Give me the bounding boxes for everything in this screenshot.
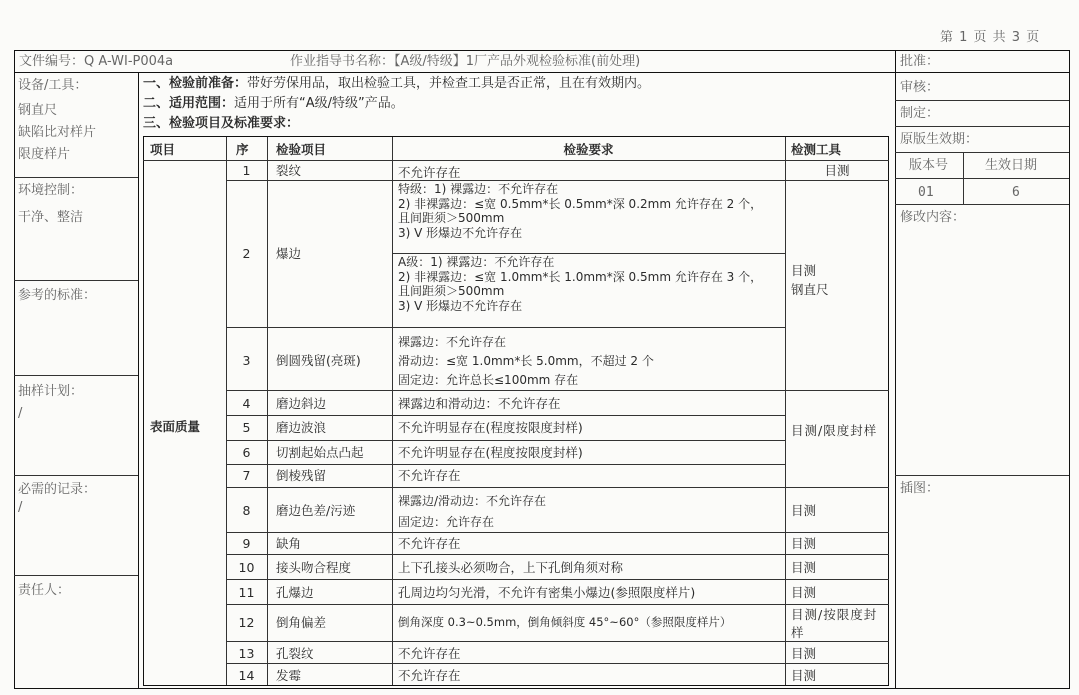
section-2-label: 二、适用范围： xyxy=(143,96,235,111)
item-cell: 爆边 xyxy=(276,246,302,261)
seq-cell: 9 xyxy=(242,536,251,551)
header-requirement: 检验要求 xyxy=(563,142,614,157)
version-value: 01 xyxy=(918,185,934,200)
tool-cell: 目测 xyxy=(791,503,817,518)
requirement-line: 2) 非裸露边：≤宽 0.5mm*长 0.5mm*深 0.2mm 允许存在 2 个， xyxy=(398,196,763,211)
rp-line xyxy=(895,126,1069,127)
requirement-line: 特级：1) 裸露边：不允许存在 xyxy=(398,182,559,196)
table-row-line xyxy=(226,440,785,441)
requirement-cell: 上下孔接头必须吻合，上下孔倒角须对称 xyxy=(398,560,624,575)
header-item: 检验项目 xyxy=(276,142,327,157)
item-cell: 孔裂纹 xyxy=(276,646,314,661)
table-col-line xyxy=(785,136,786,685)
requirement-cell: 不允许存在 xyxy=(398,646,461,661)
tool-cell: 目测 xyxy=(791,560,817,575)
seq-cell: 5 xyxy=(242,420,251,435)
rp-vline xyxy=(963,152,964,204)
table-row-line xyxy=(226,532,889,533)
tool-cell: 目测 xyxy=(824,163,850,178)
requirement-line: 3) V 形爆边不允许存在 xyxy=(398,225,523,240)
page-number: 第 1 页 共 3 页 xyxy=(940,30,1041,45)
table-row-line xyxy=(226,604,889,605)
table-row-line xyxy=(226,464,785,465)
item-cell: 发霉 xyxy=(276,668,302,683)
table-row-line xyxy=(392,253,785,254)
section-3-label: 三、检验项目及标准要求： xyxy=(143,116,300,131)
seq-cell: 10 xyxy=(238,560,255,575)
requirement-cell: 不允许明显存在(程度按限度封样) xyxy=(398,420,583,435)
requirement-line: 2) 非裸露边：≤宽 1.0mm*长 1.0mm*深 0.5mm 允许存在 3 个， xyxy=(398,269,763,284)
table-border-bottom xyxy=(143,685,889,686)
equipment-title: 设备/工具： xyxy=(18,78,88,93)
header-project: 项目 xyxy=(150,142,176,157)
requirement-line: 裸露边：不允许存在 xyxy=(398,335,507,349)
table-row-line xyxy=(143,160,889,161)
environment-value: 干净、整洁 xyxy=(18,210,84,225)
tool-cell: 目测 xyxy=(791,585,817,600)
table-border-right xyxy=(888,136,889,685)
equipment-item: 缺陷比对样片 xyxy=(18,125,97,140)
seq-cell: 14 xyxy=(238,668,255,683)
records-title: 必需的记录： xyxy=(18,482,97,497)
frame-bottom xyxy=(14,688,1070,689)
tool-cell: 目测 xyxy=(791,536,817,551)
requirement-cell: 不允许明显存在(程度按限度封样) xyxy=(398,445,583,460)
responsible-title: 责任人： xyxy=(18,583,71,598)
table-col-line xyxy=(392,136,393,685)
seq-cell: 12 xyxy=(238,615,255,630)
illustration-label: 插图： xyxy=(900,481,940,496)
requirement-cell: 孔周边均匀光滑，不允许有密集小爆边(参照限度样片) xyxy=(398,585,696,600)
item-cell: 裂纹 xyxy=(276,163,302,178)
frame-top xyxy=(14,50,1070,51)
table-row-line xyxy=(226,663,889,664)
requirement-cell xyxy=(398,182,762,240)
item-cell: 倒棱残留 xyxy=(276,468,327,483)
requirement-cell xyxy=(398,255,762,313)
table-row-line xyxy=(226,390,889,391)
item-cell: 接头吻合程度 xyxy=(276,560,352,575)
equipment-item: 钢直尺 xyxy=(18,103,58,118)
requirement-cell: 裸露边和滑动边：不允许存在 xyxy=(398,396,561,411)
requirement-cell: 倒角深度 0.3~0.5mm，倒角倾斜度 45°~60°（参照限度样片） xyxy=(398,615,732,629)
item-cell: 缺角 xyxy=(276,536,302,551)
section-1-text: 带好劳保用品，取出检验工具，并检查工具是否正常，且在有效期内。 xyxy=(247,76,651,91)
reference-title: 参考的标准： xyxy=(18,288,97,303)
item-cell: 磨边色差/污迹 xyxy=(276,503,356,518)
rp-line xyxy=(895,178,1069,179)
table-border-left xyxy=(143,136,144,685)
lp-line xyxy=(14,475,138,476)
table-row-line xyxy=(226,415,785,416)
prepare-label: 制定： xyxy=(900,106,940,121)
requirement-line: 且间距须＞500mm xyxy=(398,284,505,298)
requirement-line: 滑动边：≤宽 1.0mm*长 5.0mm，不超过 2 个 xyxy=(398,354,654,368)
rp-line xyxy=(895,100,1069,101)
requirement-cell: 不允许存在 xyxy=(398,165,461,180)
table-border-top xyxy=(143,136,889,137)
approve-label: 批准： xyxy=(900,54,940,69)
lp-line xyxy=(14,375,138,376)
document-title: 作业指导书名称：【A级/特级】1厂产品外观检验标准(前处理) xyxy=(290,54,641,69)
section-2 xyxy=(143,95,404,112)
date-header: 生效日期 xyxy=(985,158,1038,173)
item-cell: 倒圆残留(亮斑) xyxy=(276,353,361,368)
item-cell: 切割起始点凸起 xyxy=(276,445,364,460)
requirement-line: A级：1) 裸露边：不允许存在 xyxy=(398,255,555,269)
table-col-line xyxy=(267,136,268,685)
item-cell: 磨边斜边 xyxy=(276,396,327,411)
frame-right xyxy=(1069,50,1070,688)
table-row-line xyxy=(226,554,889,555)
requirement-cell: 不允许存在 xyxy=(398,536,461,551)
document-number: 文件编号：Q A-WI-P004a xyxy=(19,54,174,69)
section-1 xyxy=(143,75,650,92)
table-row-line xyxy=(226,487,889,488)
item-cell: 孔爆边 xyxy=(276,585,314,600)
requirement-cell xyxy=(398,333,654,390)
seq-cell: 1 xyxy=(242,163,251,178)
seq-cell: 6 xyxy=(242,445,251,460)
requirement-cell xyxy=(398,491,546,533)
lp-line xyxy=(14,280,138,281)
original-effective-label: 原版生效期： xyxy=(900,132,979,147)
environment-title: 环境控制： xyxy=(18,183,84,198)
right-panel-divider xyxy=(895,50,896,688)
left-panel-divider xyxy=(138,72,139,688)
item-cell: 倒角偏差 xyxy=(276,615,327,630)
requirement-cell: 不允许存在 xyxy=(398,668,461,683)
seq-cell: 8 xyxy=(242,503,251,518)
frame-left xyxy=(14,50,15,688)
version-header: 版本号 xyxy=(909,158,949,173)
tool-cell: 目测/按限度封样 xyxy=(791,607,878,640)
rp-line xyxy=(895,204,1069,205)
revision-label: 修改内容： xyxy=(900,210,966,225)
equipment-item: 限度样片 xyxy=(18,147,71,162)
rp-line xyxy=(895,475,1069,476)
lp-line xyxy=(14,575,138,576)
header-tool: 检测工具 xyxy=(791,142,842,157)
section-2-text: 适用于所有“A级/特级”产品。 xyxy=(234,96,404,111)
requirement-line: 固定边：允许总长≤100mm 存在 xyxy=(398,373,579,387)
requirement-line: 且间距须＞500mm xyxy=(398,211,505,225)
sampling-title: 抽样计划： xyxy=(18,384,84,399)
group-label: 表面质量 xyxy=(150,419,201,434)
rp-line xyxy=(895,152,1069,153)
header-seq: 序 xyxy=(236,142,249,157)
requirement-line: 3) V 形爆边不允许存在 xyxy=(398,298,523,313)
table-row-line xyxy=(226,180,889,181)
seq-cell: 13 xyxy=(238,646,255,661)
sampling-value: / xyxy=(18,406,23,421)
seq-cell: 4 xyxy=(242,396,251,411)
table-row-line xyxy=(226,327,785,328)
header-bottom-line xyxy=(14,72,1070,73)
review-label: 审核： xyxy=(900,80,940,95)
date-value: 6 xyxy=(1012,185,1020,200)
seq-cell: 11 xyxy=(238,585,255,600)
tool-cell: 目测 xyxy=(791,646,817,661)
seq-cell: 3 xyxy=(242,353,251,368)
requirement-line: 裸露边/滑动边：不允许存在 xyxy=(398,494,547,508)
tool-cell: 目测 钢直尺 xyxy=(791,263,829,297)
records-value: / xyxy=(18,500,23,515)
lp-line xyxy=(14,177,138,178)
seq-cell: 7 xyxy=(242,468,251,483)
tool-cell: 目测 xyxy=(791,668,817,683)
item-cell: 磨边波浪 xyxy=(276,420,327,435)
table-row-line xyxy=(226,579,889,580)
table-row-line xyxy=(226,641,889,642)
seq-cell: 2 xyxy=(242,246,251,261)
tool-cell: 目测/限度封样 xyxy=(791,423,878,438)
requirement-line: 固定边：允许存在 xyxy=(398,515,495,529)
section-1-label: 一、检验前准备： xyxy=(143,76,248,91)
requirement-cell: 不允许存在 xyxy=(398,468,461,483)
